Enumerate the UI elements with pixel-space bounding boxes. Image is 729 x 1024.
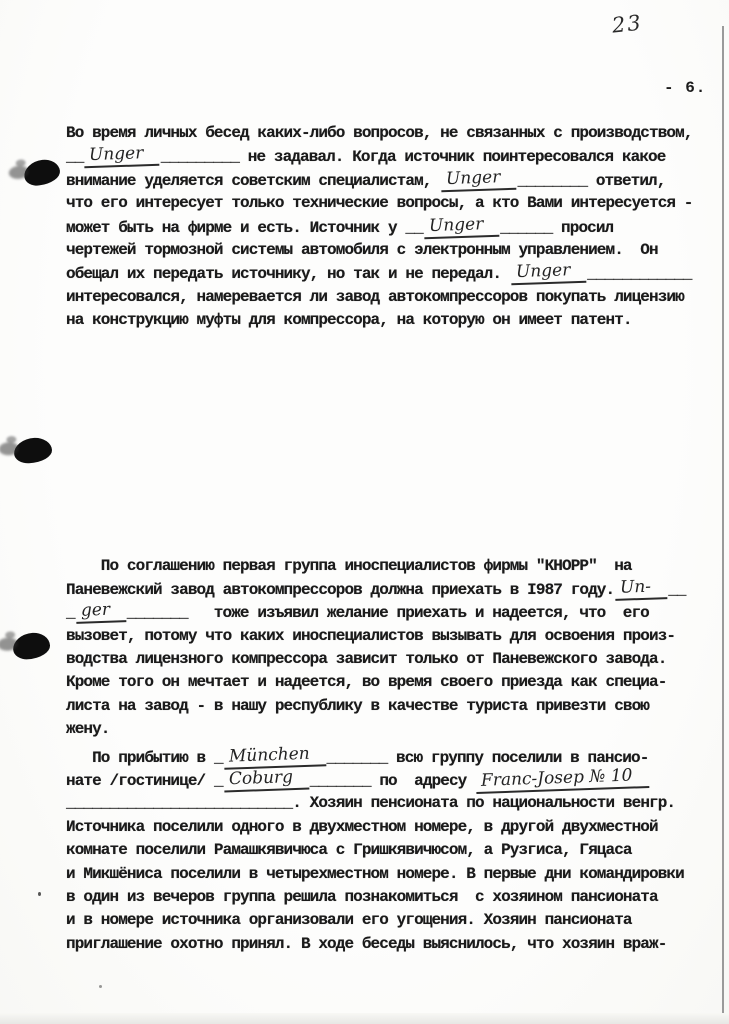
typed-text: и Микшёниса поселили в четырехместном номере. В первые дни командировки [66,864,684,883]
text-line [66,720,716,743]
typed-text: _______ [126,604,188,623]
scan-edge-line [722,26,724,1014]
typed-text: ______ просил [500,218,614,237]
typed-text: _ [213,772,223,791]
typed-text: жену. [66,720,110,739]
text-line [66,213,716,241]
typed-text: ____________ [587,265,692,284]
typed-text: листа на завод - в нашу республику в качестве туриста привезти свою [66,696,650,715]
text-line [66,260,716,287]
typed-text: __ [668,580,686,599]
typed-text: По прибытию в [66,748,214,767]
text-line [66,311,716,334]
text-line [66,865,716,888]
typed-text: ________ ответил, [517,171,666,190]
typed-text: __________________________ [66,794,293,813]
paper-speck [99,985,102,988]
handwritten-text: Franc-Josep № 10 [476,766,649,794]
typed-text: _ [66,604,75,623]
text-line [66,888,716,911]
typed-text: внимание уделяется советским специалистам, [66,171,441,190]
paragraph-2 [66,557,716,744]
handwritten-text: Coburg [223,768,309,793]
typed-text: тоже изъявил желание приехать и надеется, что его [187,604,649,623]
paragraph-1 [66,124,716,335]
typed-text: на конструкцию муфты для компрессора, на которую он имеет патент. [66,311,632,330]
text-line [66,841,716,864]
text-line [66,765,716,794]
text-line [66,673,716,696]
typed-text: Паневежский завод автокомпрессоров должна приехать в I987 году. [66,580,615,599]
ink-blob [12,632,51,661]
ink-blob [13,437,52,464]
text-line [66,241,716,264]
typed-text: нате /гостинице/ [66,772,214,791]
text-line [66,124,716,147]
text-line [66,935,716,958]
text-line [66,143,716,170]
handwritten-text: Unger [84,144,160,168]
typed-text: и в номере источника организовали его угощения. Хозяин пансионата [66,911,632,930]
handwritten-text: ger [75,600,126,623]
typed-text: _______ [309,772,371,791]
text-line [66,911,716,934]
text-line [66,599,716,626]
typed-text: _______ [326,748,388,767]
paper-speck [38,892,41,896]
typed-text: интересовался, намеревается ли завод автокомпрессоров покупать лицензию [66,287,684,306]
text-line [66,576,716,603]
typed-text: _ [213,748,223,767]
page-number-typed: - 6. [664,79,707,97]
text-block [66,124,716,958]
typed-text: обещал их передать источнику, но так и не передал. [66,265,510,284]
typed-text: всю группу поселили в пансио- [387,748,649,767]
typed-text: водства лицензного компрессора зависит только от Паневежского завода. [66,650,667,669]
text-line [66,794,716,817]
text-line [66,627,716,650]
typed-text: _________ не задавал. Когда источник поинтересовался какое [160,148,666,167]
text-line [66,194,716,217]
typed-text: приглашение охотно принял. В ходе беседы выяснилось, что хозяин враж- [66,934,667,953]
typed-text: . Хозяин пенсионата по национальности венгр. [292,794,676,813]
typed-text: комнате поселили Рамашкявичюса с Гришкявичюсом, а Рузгиса, Гяцаса [66,841,632,860]
typed-text: __ [405,218,423,237]
typed-text: может быть на фирме и есть. Источник у [66,218,406,237]
text-line [66,167,716,194]
handwritten-text: Un- [615,577,668,600]
text-line [66,818,716,841]
typed-text: в один из вечеров группа решила познакомиться с хозяином пансионата [66,887,658,906]
typed-text: Кроме того он мечтает и надеется, во время своего приезда как специа- [66,673,667,692]
typed-text: __ [66,148,84,167]
text-line [66,557,716,580]
ink-blob [23,158,62,187]
typed-text: по адресу [370,772,476,791]
text-line [66,697,716,720]
text-line [66,650,716,673]
paragraph-3 [66,743,716,959]
handwritten-text: Unger [441,167,517,191]
typed-text: По соглашению первая группа иноспециалистов фирмы "КНОРР" на [66,556,632,575]
typed-text: что его интересует только технические вопросы, а кто Вами интересуется - [66,194,693,213]
typed-text: Во время личных бесед каких-либо вопросов, не связанных с производством, [66,124,693,142]
page-number-handwritten: 23 [610,10,644,38]
handwritten-text: Unger [510,261,586,285]
handwritten-text: Unger [423,214,499,238]
typed-text: вызовет, потому что каких иноспециалистов вызывать для освоения произ- [66,626,676,645]
typed-text: Источника поселили одного в двухместном номере, в другой двухместной [66,817,658,836]
scan-edge-bottom-band [0,1013,729,1024]
typed-text: чертежей тормозной системы автомобиля с электронным управлением. Он [66,240,658,259]
handwritten-text: München [223,744,325,769]
text-line [66,288,716,311]
